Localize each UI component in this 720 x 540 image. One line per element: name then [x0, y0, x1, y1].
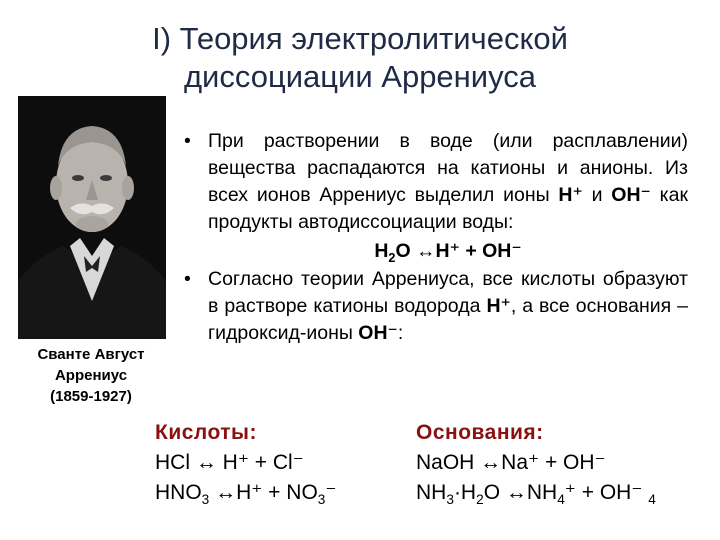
bullet-dot-icon: • — [184, 130, 191, 152]
acids-heading: Кислоты: — [155, 421, 257, 444]
caption-years: (1859-1927) — [50, 388, 132, 405]
title-line-2: диссоциации Аррениуса — [183, 59, 537, 94]
bullet-2-end: : — [397, 322, 404, 344]
bullet-1-end: как продукты автодиссоциации воды: — [208, 184, 688, 233]
bases-heading: Основания: — [416, 421, 544, 444]
acids-column — [155, 418, 336, 508]
base-equation-naoh: NaOH ↔Na⁺ + OH⁻ — [416, 451, 606, 474]
base-equation-nh3: $NH_3\cdot H_2O$ $\leftrightarrow NH_4^+ + OH^-$ $_4$ — [416, 481, 656, 508]
bullet-list — [180, 128, 688, 347]
caption-name-line-2: Аррениус — [54, 367, 128, 384]
caption-name-line-1: Сванте Август — [37, 346, 145, 363]
bullet-item-1 — [180, 128, 688, 236]
bullet-1-mid: и — [582, 184, 612, 206]
portrait-image — [18, 96, 166, 339]
title-line-1: I) Теория электролитической — [152, 21, 568, 56]
bullet-2-text: Согласно теории Аррениуса, все кислоты образуют в растворе катионы водорода — [208, 268, 688, 317]
water-dissociation-formula: $H_2O$ ↔H⁺ + OH⁻ — [374, 240, 522, 265]
ion-oh-minus-2: OH⁻ — [358, 322, 398, 344]
bullet-2-mid: , а все основания – гидроксид-ионы — [208, 295, 688, 344]
slide-title — [0, 20, 720, 96]
ion-oh-minus: OH⁻ — [611, 184, 651, 206]
bullet-dot-icon: • — [184, 268, 191, 290]
bases-column — [416, 418, 656, 508]
acid-equation-hno3: $HNO_3$ ↔H⁺ + $NO_3^-$ — [155, 481, 337, 508]
ion-h-plus: H⁺ — [558, 184, 583, 206]
bullet-item-2 — [180, 266, 688, 347]
ion-h-plus-2: H⁺ — [486, 295, 511, 317]
bullet-1-text: При растворении в воде (или расплавлении) вещества распадаются на катионы и анионы. Из всех ионов Аррениус выделил ионы — [208, 130, 688, 206]
portrait-photo — [18, 96, 166, 339]
acid-equation-hcl: HCl ↔ H⁺ + Cl⁻ — [155, 451, 304, 474]
portrait-caption — [0, 344, 182, 407]
